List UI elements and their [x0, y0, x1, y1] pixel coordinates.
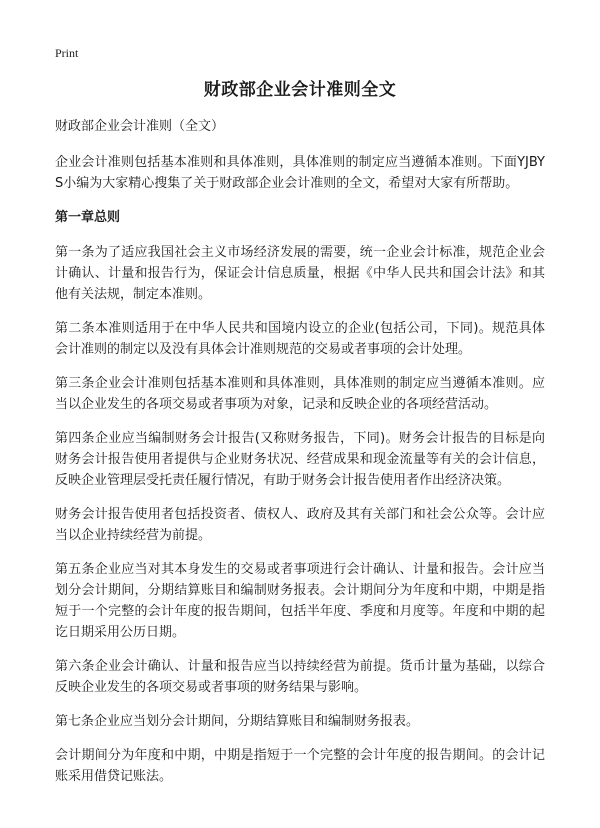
intro-paragraph: 企业会计准则包括基本准则和具体准则，具体准则的制定应当遵循本准则。下面YJBYS小编为大家精心搜集了关于财政部企业会计准则的全文，希望对大家有所帮助。 — [55, 155, 545, 191]
article-7-continued: 会计期间分为年度和中期，中期是指短于一个完整的会计年度的报告期间。的会计记账采用借贷记账法。 — [55, 748, 545, 784]
chapter-heading: 第一章总则 — [55, 210, 121, 225]
article-5: 第五条企业应当对其本身发生的交易或者事项进行会计确认、计量和报告。会计应当划分会计期间，分期结算账目和编制财务报表。会计期间分为年度和中期，中期是指短于一个完整的会计年度的报告期间，包括半年度、季度和月度等。年度和中期的起讫日期采用公历日期。 — [55, 562, 545, 640]
document-subtitle: 财政部企业会计准则（全文） — [55, 119, 225, 134]
article-4-continued: 财务会计报告使用者包括投资者、债权人、政府及其有关部门和社会公众等。会计应当以企业持续经营为前提。 — [55, 507, 545, 543]
article-7: 第七条企业应当划分会计期间，分期结算账目和编制财务报表。 — [55, 714, 420, 729]
article-4: 第四条企业应当编制财务会计报告(又称财务报告，下同)。财务会计报告的目标是向财务会计报告使用者提供与企业财务状况、经营成果和现金流量等有关的会计信息，反映企业管理层受托责任履行情况，有助于财务会计报告使用者作出经济决策。 — [55, 431, 545, 488]
article-6: 第六条企业会计确认、计量和报告应当以持续经营为前提。货币计量为基础，以综合反映企业发生的各项交易或者事项的财务结果与影响。 — [55, 659, 545, 695]
article-3: 第三条企业会计准则包括基本准则和具体准则，具体准则的制定应当遵循本准则。应当以企业发生的各项交易或者事项为对象，记录和反映企业的各项经营活动。 — [55, 376, 545, 412]
print-link[interactable]: Print — [55, 46, 79, 60]
document-title: 财政部企业会计准则全文 — [203, 80, 397, 100]
article-1: 第一条为了适应我国社会主义市场经济发展的需要，统一企业会计标准，规范企业会计确认、计量和报告行为，保证会计信息质量，根据《中华人民共和国会计法》和其他有关法规，制定本准则。 — [55, 245, 545, 302]
article-2: 第二条本准则适用于在中华人民共和国境内设立的企业(包括公司，下同)。规范具体会计准则的制定以及没有具体会计准则规范的交易或者事项的会计处理。 — [55, 321, 545, 357]
